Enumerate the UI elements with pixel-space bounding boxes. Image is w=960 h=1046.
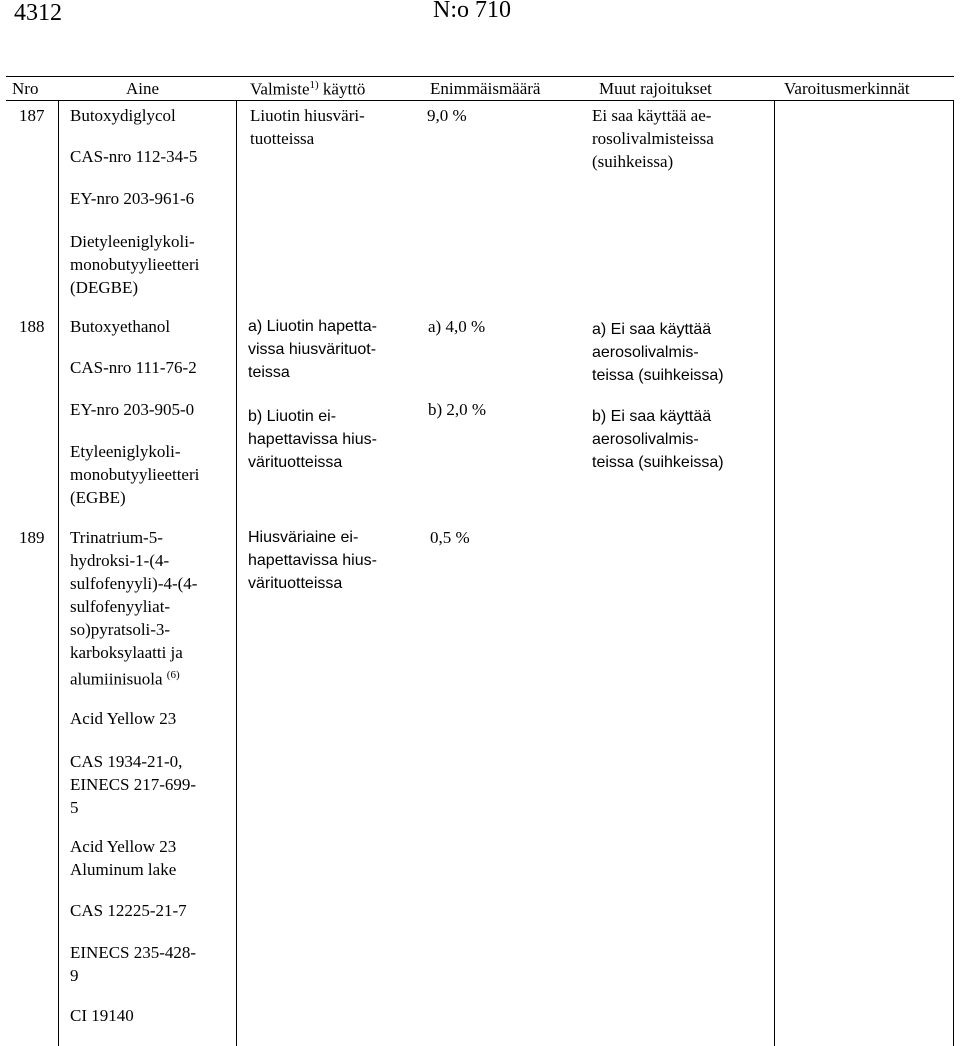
- table-header-rule: [6, 100, 954, 101]
- row-189-footnote-line: alumiinisuola $^{(6)}$: [70, 669, 180, 689]
- row-188-ey: EY-nro 203-905-0: [70, 400, 195, 419]
- row-189-aluminum-lake: Acid Yellow 23 Aluminum lake: [70, 837, 177, 879]
- row-187-chemical-name: Dietyleeniglykoli- monobutyylieetteri (DEGBE): [70, 232, 200, 297]
- row-188-substance-name: Butoxyethanol: [70, 317, 171, 336]
- row-187-restrictions: Ei saa käyttää ae- rosolivalmisteissa (suihkeissa): [592, 106, 714, 171]
- row-189-product-use: Hiusväriaine ei- hapettavissa hius- värituotteissa: [248, 529, 377, 592]
- row-187-cas: CAS-nro 112-34-5: [70, 147, 198, 166]
- row-188-product-use-b: b) Liuotin ei- hapettavissa hius- värituotteissa: [248, 408, 377, 471]
- column-divider-muut: [774, 100, 775, 1046]
- page-number: 4312: [14, 0, 62, 26]
- row-188-number: 188: [19, 317, 45, 336]
- table-top-rule: [6, 76, 954, 77]
- row-189-cas-einecs: CAS 1934-21-0, EINECS 217-699- 5: [70, 752, 197, 817]
- column-divider-nro: [58, 100, 59, 1046]
- row-189-ci: CI 19140: [70, 1006, 134, 1025]
- row-187-substance-name: Butoxydiglycol: [70, 106, 176, 125]
- row-188-max-concentration-b: b) 2,0 %: [428, 400, 487, 419]
- row-189-cas-2: CAS 12225-21-7: [70, 901, 187, 920]
- row-187-ey: EY-nro 203-961-6: [70, 189, 195, 208]
- row-189-acid-yellow: Acid Yellow 23: [70, 709, 177, 728]
- row-188-product-use-a: a) Liuotin hapetta- vissa hiusvärituot- teissa: [248, 318, 377, 381]
- footnote-reference: (6): [166, 669, 180, 681]
- row-188-restrictions-a: a) Ei saa käyttää aerosolivalmis- teissa (suihkeissa): [592, 321, 724, 384]
- header-varoitusmerkinnat: Varoitusmerkinnät: [784, 79, 910, 98]
- column-divider-right: [953, 100, 954, 1046]
- row-187-max-concentration: 9,0 %: [427, 106, 467, 125]
- header-muut-rajoitukset: Muut rajoitukset: [599, 79, 712, 98]
- header-valmiste: Valmiste$^{1)}$ käyttö: [250, 79, 366, 99]
- row-189-chemical-name: Trinatrium-5- hydroksi-1-(4- sulfofenyyli)-4-(4- sulfofenyyliat- so)pyratsoli-3- karboksylaatti ja alumiinisuola $^{(6)}$: [70, 528, 198, 689]
- row-189-einecs-2: EINECS 235-428- 9: [70, 943, 197, 985]
- row-188-chemical-name: Etyleeniglykoli- monobutyylieetteri (EGBE): [70, 442, 200, 507]
- header-nro: Nro: [12, 79, 39, 98]
- row-187-number: 187: [19, 106, 45, 125]
- row-188-cas: CAS-nro 111-76-2: [70, 358, 197, 377]
- document-number: N:o 710: [433, 0, 511, 23]
- row-189-max-concentration: 0,5 %: [430, 528, 470, 547]
- row-188-restrictions-b: b) Ei saa käyttää aerosolivalmis- teissa (suihkeissa): [592, 408, 724, 471]
- header-aine: Aine: [126, 79, 160, 98]
- column-divider-aine: [236, 100, 237, 1046]
- row-187-product-use: Liuotin hiusväri- tuotteissa: [250, 106, 365, 148]
- header-enimmaismaara: Enimmäismäärä: [430, 79, 541, 98]
- row-189-number: 189: [19, 528, 45, 547]
- row-188-max-concentration-a: a) 4,0 %: [428, 317, 486, 336]
